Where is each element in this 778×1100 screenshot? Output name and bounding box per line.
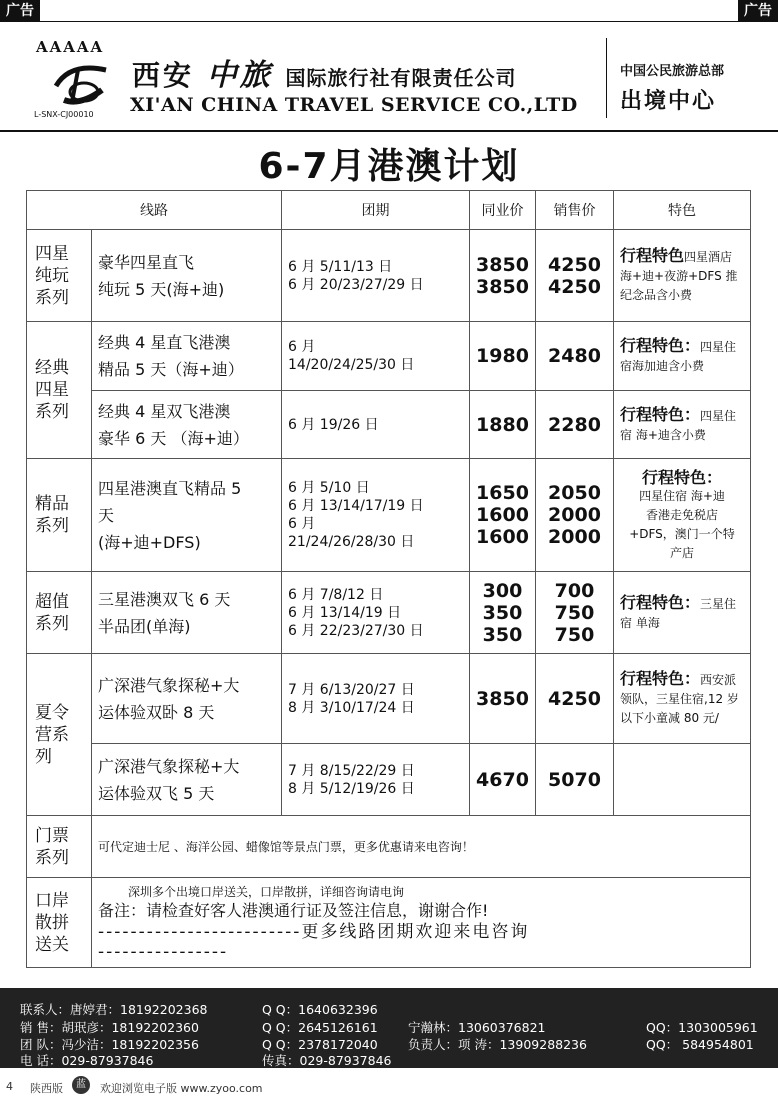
- features-cell: 行程特色：西安派领队，三星住宿,12 岁以下小童减 80 元/: [614, 654, 751, 744]
- sale-price-cell: 2050 2000 2000: [536, 459, 614, 572]
- trade-price-cell: 3850 3850: [470, 230, 536, 322]
- sale-price-cell: 2480: [536, 322, 614, 391]
- company-name-city: 西安: [132, 59, 195, 92]
- contact-item: 宁瀚林：13060376821: [408, 1020, 546, 1035]
- contact-item: 销 售：胡珉彦：18192202360: [20, 1020, 199, 1035]
- features-cell: 行程特色：四星住宿 海+迪含小费: [614, 391, 751, 459]
- table-row: [27, 572, 751, 654]
- company-name-en: XI'AN CHINA TRAVEL SERVICE CO.,LTD: [130, 94, 578, 116]
- trade-price-cell: 3850: [470, 654, 536, 744]
- table-row: [27, 230, 751, 322]
- dates-cell: 6 月 14/20/24/25/30 日: [282, 322, 470, 391]
- col-dates: 团期: [282, 191, 470, 230]
- table-row: [27, 322, 751, 391]
- seal-icon: 蓝: [72, 1076, 90, 1094]
- trade-price-cell: 1650 1600 1600: [470, 459, 536, 572]
- port-note: 深圳多个出境口岸送关，口岸散拼，详细咨询请电询 备注：请检查好客人港澳通行证及签注信息，谢谢合作! -------------------------更多线路团期欢迎来电咨询 ----------------: [92, 878, 751, 968]
- company-header: [8, 24, 778, 128]
- company-name-type: 国际旅行社有限责任公司: [285, 66, 517, 90]
- features-cell: 行程特色： 四星住宿 海+迪 香港走免税店 +DFS，澳门一个特 产店: [614, 459, 751, 572]
- sale-price-cell: 2280: [536, 391, 614, 459]
- col-features: 特色: [614, 191, 751, 230]
- sale-price-cell: 4250 4250: [536, 230, 614, 322]
- sale-price-cell: 4250: [536, 654, 614, 744]
- edition-label: 陕西版: [30, 1082, 63, 1095]
- col-trade-price: 同业价: [470, 191, 536, 230]
- company-name-cn: [132, 50, 517, 94]
- route-cell: 经典 4 星双飞港澳 豪华 6 天 （海+迪）: [92, 391, 282, 459]
- sale-price-cell: 5070: [536, 744, 614, 816]
- trade-price-cell: 1980: [470, 322, 536, 391]
- dates-cell: 6 月 7/8/12 日 6 月 13/14/19 日 6 月 22/23/27/30 日: [282, 572, 470, 654]
- table-header-row: [27, 191, 751, 230]
- contact-item: 电 话：029-87937846: [20, 1053, 154, 1068]
- category-cell: 四星 纯玩 系列: [27, 230, 92, 322]
- site-link[interactable]: 欢迎浏览电子版 www.zyoo.com: [100, 1082, 263, 1095]
- table-row: [27, 878, 751, 968]
- contact-item: 联系人：唐婷君：18192202368: [20, 1002, 208, 1017]
- category-cell: 口岸 散拼 送关: [27, 878, 92, 968]
- contact-item: QQ： 584954801: [646, 1037, 754, 1052]
- table-row: [27, 816, 751, 878]
- route-cell: 四星港澳直飞精品 5 天 (海+迪+DFS): [92, 459, 282, 572]
- contact-item: 传真：029-87937846: [262, 1053, 392, 1068]
- center-label: 出境中心: [620, 89, 717, 114]
- company-logo-icon: [50, 56, 112, 110]
- route-cell: 经典 4 星直飞港澳 精品 5 天（海+迪）: [92, 322, 282, 391]
- features-cell: 行程特色四星酒店海+迪+夜游+DFS 推纪念品含小费: [614, 230, 751, 322]
- category-cell: 经典 四星 系列: [27, 322, 92, 459]
- table-row: [27, 744, 751, 816]
- company-name-brand: 中旅: [206, 58, 273, 93]
- category-cell: 门票 系列: [27, 816, 92, 878]
- contact-item: QQ：1303005961: [646, 1020, 758, 1035]
- features-cell: [614, 744, 751, 816]
- hq-label: 中国公民旅游总部: [620, 64, 725, 79]
- header-rule: [0, 130, 778, 132]
- route-cell: 广深港气象探秘+大 运体验双飞 5 天: [92, 744, 282, 816]
- ad-tag-right: 广告: [738, 0, 778, 22]
- features-cell: 行程特色：三星住宿 单海: [614, 572, 751, 654]
- page-footer: [0, 1072, 778, 1100]
- dates-cell: 6 月 5/10 日 6 月 13/14/17/19 日 6 月 21/24/26/28/30 日: [282, 459, 470, 572]
- col-route: 线路: [27, 191, 282, 230]
- table-row: [27, 654, 751, 744]
- plan-table: [26, 190, 751, 968]
- features-cell: 行程特色：四星住宿海加迪含小费: [614, 322, 751, 391]
- category-cell: 夏令 营系 列: [27, 654, 92, 816]
- col-sale-price: 销售价: [536, 191, 614, 230]
- route-cell: 三星港澳双飞 6 天 半品团(单海): [92, 572, 282, 654]
- contact-item: Q Q：2378172040: [262, 1037, 378, 1052]
- dates-cell: 6 月 5/11/13 日 6 月 20/23/27/29 日: [282, 230, 470, 322]
- route-cell: 豪华四星直飞 纯玩 5 天(海+迪): [92, 230, 282, 322]
- page-title: 6-7月港澳计划: [258, 146, 520, 187]
- header-divider: [606, 38, 607, 118]
- dates-cell: 7 月 6/13/20/27 日 8 月 3/10/17/24 日: [282, 654, 470, 744]
- dates-cell: 6 月 19/26 日: [282, 391, 470, 459]
- route-cell: 广深港气象探秘+大 运体验双卧 8 天: [92, 654, 282, 744]
- table-row: [27, 391, 751, 459]
- trade-price-cell: 4670: [470, 744, 536, 816]
- tickets-note: 可代定迪士尼 、海洋公园、蜡像馆等景点门票，更多优惠请来电咨询！: [92, 816, 751, 878]
- sale-price-cell: 700 750 750: [536, 572, 614, 654]
- contact-footer: [0, 988, 778, 1068]
- trade-price-cell: 1880: [470, 391, 536, 459]
- contact-item: 团 队：冯少洁：18192202356: [20, 1037, 199, 1052]
- contact-item: 负责人：项 涛：13909288236: [408, 1037, 587, 1052]
- license-number: L-SNX-CJ00010: [34, 110, 94, 119]
- contact-item: Q Q：2645126161: [262, 1020, 378, 1035]
- category-cell: 超值 系列: [27, 572, 92, 654]
- contact-item: Q Q：1640632396: [262, 1002, 378, 1017]
- trade-price-cell: 300 350 350: [470, 572, 536, 654]
- page-number: 4: [6, 1080, 13, 1093]
- table-row: [27, 459, 751, 572]
- ad-tag-left: 广告: [0, 0, 40, 22]
- category-cell: 精品 系列: [27, 459, 92, 572]
- top-rule: [0, 21, 778, 22]
- dates-cell: 7 月 8/15/22/29 日 8 月 5/12/19/26 日: [282, 744, 470, 816]
- rating-stars: AAAAA: [36, 38, 105, 56]
